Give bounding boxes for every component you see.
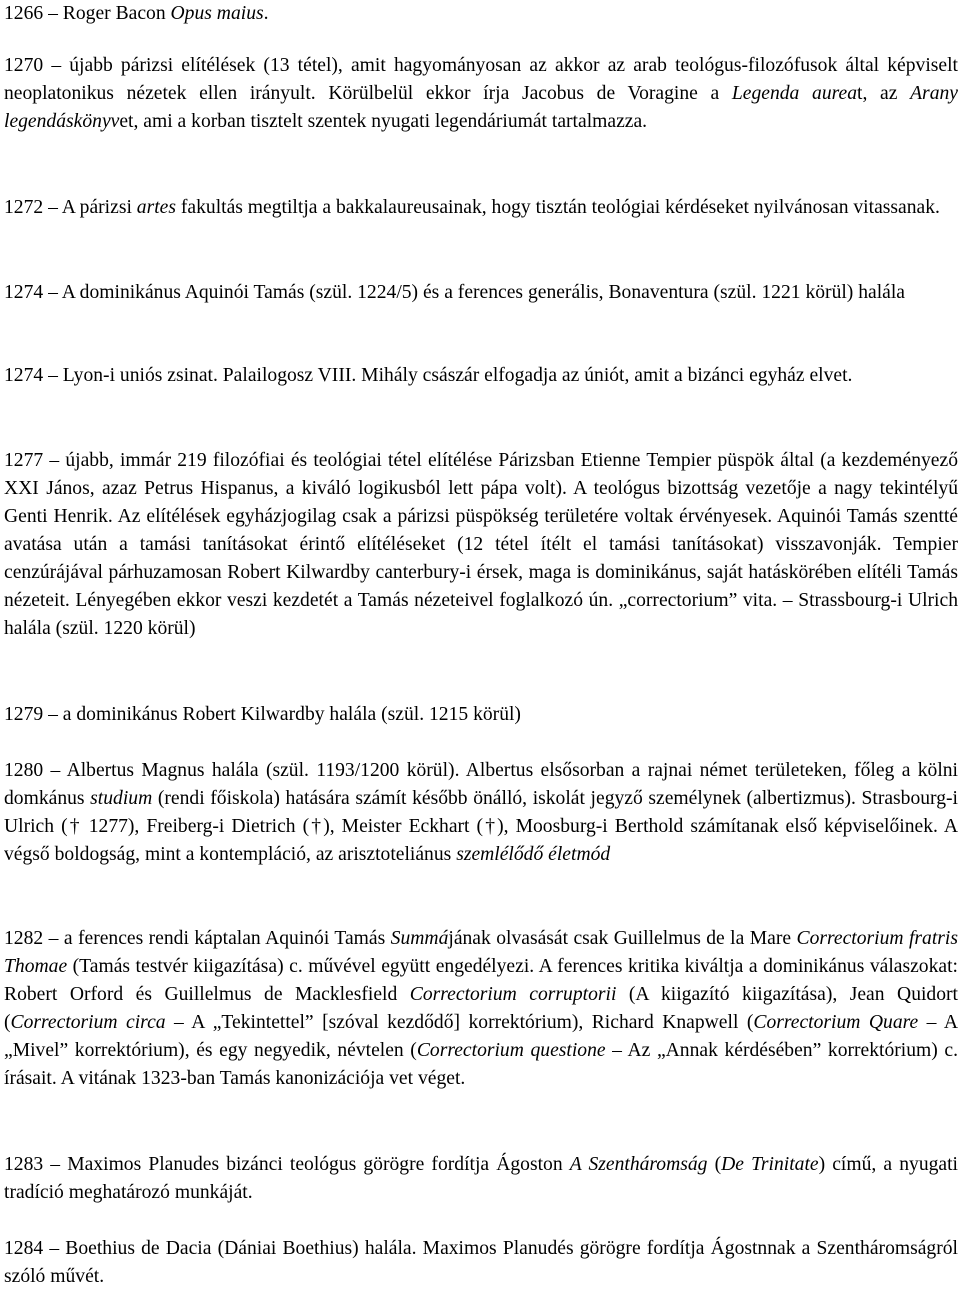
text-segment: 1283 – Maximos Planudes bizánci teológus görögre fordítja Ágoston (4, 1154, 570, 1175)
italic-text-segment: studium (90, 788, 153, 809)
entry-1272 (4, 194, 958, 222)
italic-text-segment: Correctorium circa (10, 1012, 166, 1033)
italic-text-segment: Correctorium corruptorii (409, 984, 617, 1005)
entry-1274-death (4, 279, 958, 307)
text-segment: 1284 – Boethius de Dacia (Dániai Boethius) halála. Maximos Planudés görögre fordítja Ágostnnak a Szentháromságról szóló művét. (4, 1238, 958, 1287)
italic-text-segment: Summá (390, 928, 449, 949)
text-segment: 1279 – a dominikánus Robert Kilwardby halála (szül. 1215 körül) (4, 704, 521, 725)
text-segment: – A „Tekintettel” [szóval kezdődő] korrektórium), Richard Knapwell ( (165, 1012, 754, 1033)
text-segment: (rendi főiskola) hatására számít később önálló, iskolát jegyző személynek (albertizmus). Strasbourg-i Ulrich († 1277), Freiberg-i Dietrich (†), Meister Eckhart (†), Moosburg-i Berthold számítanak első képviselőinek. A végső boldogság, mint a kontempláció, az arisztoteliánus (4, 788, 958, 865)
entry-1282 (4, 925, 958, 1093)
entry-1270 (4, 52, 958, 136)
text-segment: 1282 – a ferences rendi káptalan Aquinói Tamás (4, 928, 391, 949)
entry-1280 (4, 757, 958, 869)
italic-text-segment: De Trinitate (721, 1154, 819, 1175)
text-segment: jának olvasását csak Guillelmus de la Mare (448, 928, 797, 949)
text-segment: 1270 – újabb párizsi elítélések (13 tétel), amit hagyományosan az akkor az arab teológus-filozófusok által képviselt neoplatonikus nézetek ellen irányult. Körülbelül ekkor írja Jacobus de Voragine a (4, 55, 958, 104)
entry-1283 (4, 1151, 958, 1207)
text-segment: 1277 – újabb, immár 219 filozófiai és teológiai tétel elítélése Párizsban Etienne Tempier püspök által (a kezdeményező XXI János, azaz Petrus Hispanus, a kiváló logikusból lett pápa volt). A teológus bizottság vezetője a nagy tekintélyű Genti Henrik. Az elítélések egyházjogilag csak a párizsi püspökség területére voltak érvényesek. Aquinói Tamás szentté avatása után a tamási tanításokat érintő elítéléseket (12 tétel ítélt el tamási tanításokat) visszavonják. Tempier cenzúrájával párhuzamosan Robert Kilwardby canterbury-i érsek, maga is dominikánus, saját hatáskörében elítéli Tamás nézeteit. Lényegében ekkor veszi kezdetét a Tamás nézeteivel foglalkozó ún. „correctorium” vita. – Strassbourg-i Ulrich halála (szül. 1220 körül) (4, 450, 958, 639)
italic-text-segment: Correctorium fratris Thomae (4, 928, 958, 977)
text-segment: – Az „Annak kérdésében” korrektórium) c. írásait. A vitának 1323-ban Tamás kanonizációja vet véget. (4, 1040, 959, 1089)
italic-text-segment: szemlélődő életmód (456, 844, 611, 865)
entry-1279 (4, 701, 958, 729)
italic-text-segment: Legenda aurea (731, 83, 858, 104)
italic-text-segment: Correctorium questione (416, 1040, 606, 1061)
italic-text-segment: Correctorium Quare (753, 1012, 919, 1033)
text-segment: 1274 – A dominikánus Aquinói Tamás (szül. 1224/5) és a ferences generális, Bonaventura (szül. 1221 körül) halála (4, 282, 906, 303)
text-segment: et, ami a korban tisztelt szentek nyugati legendáriumát tartalmazza. (119, 111, 648, 132)
italic-text-segment: A Szentháromság (569, 1154, 708, 1175)
text-segment: 1266 – Roger Bacon (4, 3, 171, 24)
text-segment: t, az (857, 83, 911, 104)
entry-1266 (4, 0, 958, 28)
text-segment: 1280 – Albertus Magnus halála (szül. 1193/1200 körül). Albertus elsősorban a rajnai német területeken, főleg a kölni domkánus (4, 760, 958, 809)
entry-1274-council (4, 362, 958, 390)
italic-text-segment: Arany legendáskönyv (4, 83, 958, 132)
text-segment: ( (707, 1154, 722, 1175)
text-segment: ) című, a nyugati tradíció meghatározó munkáját. (4, 1154, 958, 1203)
text-segment: – A „Mivel” korrektórium), és egy negyedik, névtelen ( (4, 1012, 958, 1061)
entry-1277 (4, 447, 958, 643)
text-segment: (Tamás testvér kiigazítása) c. művével együtt engedélyezi. A ferences kritika kiváltja a dominikánus válaszokat: Robert Orford és Guillelmus de Macklesfield (4, 956, 958, 1005)
italic-text-segment: artes (136, 197, 176, 218)
italic-text-segment: Opus maius (170, 3, 264, 24)
text-segment: fakultás megtiltja a bakkalaureusainak, hogy tisztán teológiai kérdéseket nyilvánosan vitassanak. (175, 197, 940, 218)
text-segment: . (263, 3, 269, 24)
text-segment: 1272 – A párizsi (4, 197, 137, 218)
entry-1284 (4, 1235, 958, 1291)
text-segment: (A kiigazító kiigazítása), Jean Quidort ( (4, 984, 958, 1033)
text-segment: 1274 – Lyon-i uniós zsinat. Palailogosz VIII. Mihály császár elfogadja az úniót, amit a bizánci egyház elvet. (4, 365, 853, 386)
